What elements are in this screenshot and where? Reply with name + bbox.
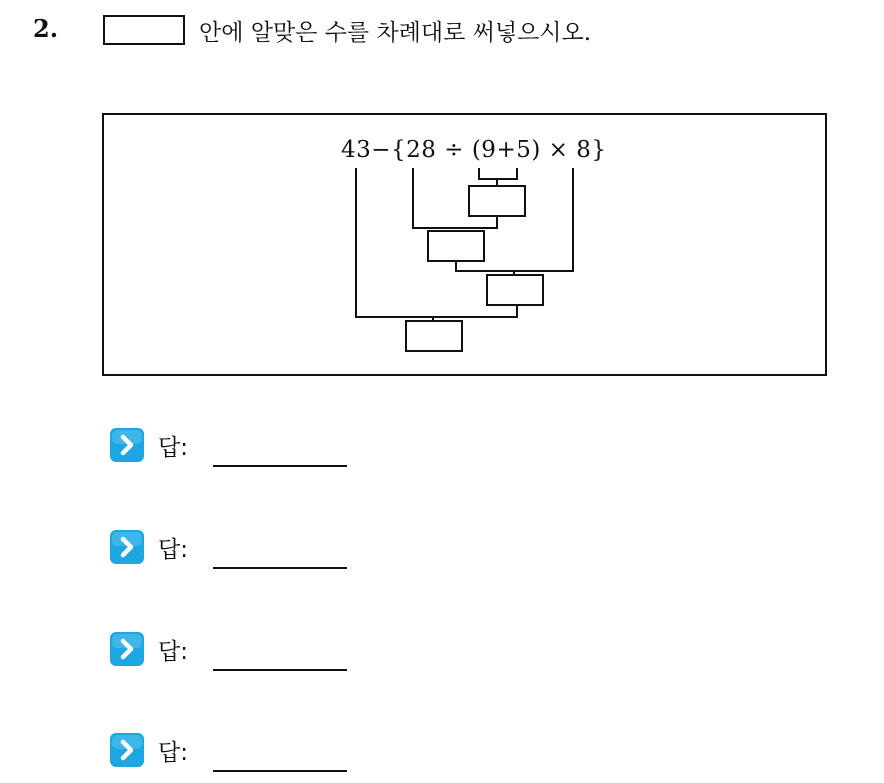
answer-row-3 <box>110 632 370 682</box>
answer-input-line[interactable] <box>213 669 347 671</box>
connector-times-8 <box>456 168 573 271</box>
answer-row-2 <box>110 530 370 580</box>
connector-43 <box>356 168 517 317</box>
chevron-right-icon <box>110 733 144 767</box>
question-number: 2. <box>33 14 59 43</box>
answer-box-1 <box>469 186 525 216</box>
answer-label: 답: <box>158 639 188 665</box>
answer-input-line[interactable] <box>213 770 347 772</box>
answer-label: 답: <box>158 537 188 563</box>
answer-box-2 <box>428 231 484 261</box>
math-expression: 43−{28 ÷ (9+5) × 8} <box>341 137 607 163</box>
answer-label: 답: <box>158 740 188 766</box>
answer-input-line[interactable] <box>213 465 347 467</box>
answer-box-4 <box>406 321 462 351</box>
question-prompt: 안에 알맞은 수를 차례대로 써넣으시오. <box>199 20 592 46</box>
chevron-right-icon <box>110 530 144 564</box>
connector-28 <box>413 168 497 228</box>
chevron-right-icon <box>110 428 144 462</box>
chevron-right-icon <box>110 632 144 666</box>
answer-row-1 <box>110 428 370 478</box>
answer-box-3 <box>487 275 543 305</box>
bracket-9-plus-5 <box>479 168 517 179</box>
answer-input-line[interactable] <box>213 567 347 569</box>
answer-label: 답: <box>158 435 188 461</box>
